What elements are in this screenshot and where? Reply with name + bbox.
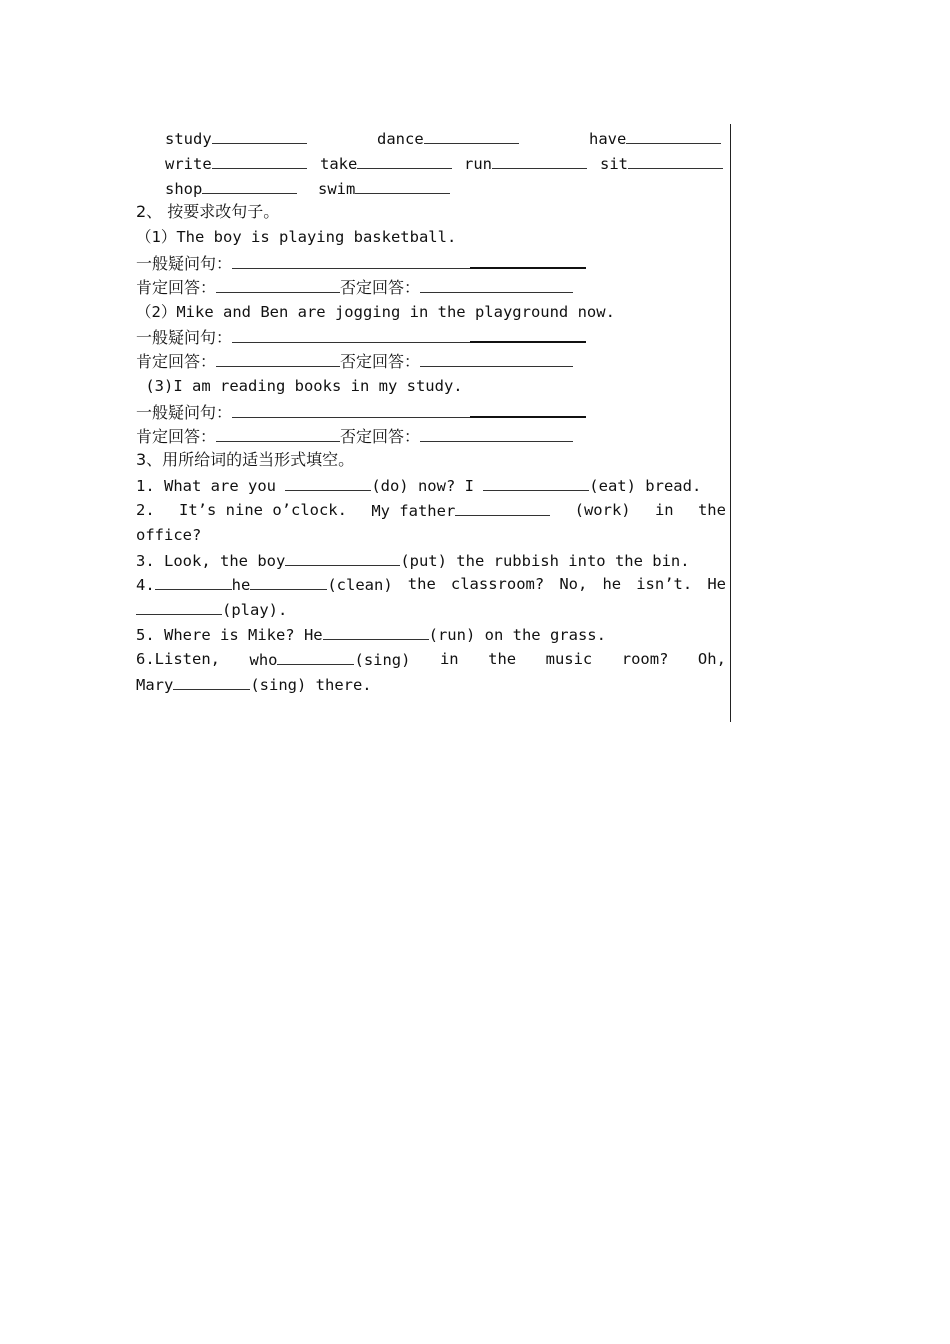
answer-blank[interactable] xyxy=(355,176,450,194)
fill-blank[interactable] xyxy=(455,498,550,516)
question-line: 一般疑问句： xyxy=(136,399,726,424)
fill-question-6: 6.Listen, who (sing) in the music room? Oh, xyxy=(136,647,726,672)
fill-blank[interactable] xyxy=(277,647,354,665)
verb-item: shop xyxy=(165,176,318,201)
section-3-heading: 3、用所给词的适当形式填空。 xyxy=(136,450,355,470)
fill-blank[interactable] xyxy=(323,622,429,640)
question-blank[interactable] xyxy=(232,251,470,269)
sentence-2: （2）Mike and Ben are jogging in the playground now. xyxy=(136,302,615,321)
answer-blank[interactable] xyxy=(628,151,723,169)
fill-blank[interactable] xyxy=(285,548,400,566)
fill-blank[interactable] xyxy=(285,473,371,491)
verb-item: write xyxy=(165,151,320,176)
yes-answer-blank[interactable] xyxy=(216,349,340,367)
fill-question-3: 3. Look, the boy (put) the rubbish into the bin. xyxy=(136,548,726,573)
verb-item: dance xyxy=(377,126,589,151)
question-blank[interactable] xyxy=(470,250,586,269)
fill-blank[interactable] xyxy=(155,572,232,590)
verb-item: sit xyxy=(600,151,723,176)
no-answer-blank[interactable] xyxy=(420,349,573,367)
verb-row-2 xyxy=(136,151,726,176)
yes-answer-blank[interactable] xyxy=(216,275,340,293)
fill-blank[interactable] xyxy=(483,473,589,491)
verb-item: take xyxy=(320,151,464,176)
question-line: 一般疑问句： xyxy=(136,250,726,275)
fill-question-4: 4. he (clean) the classroom? No, he isn’t. He xyxy=(136,572,726,597)
question-blank[interactable] xyxy=(232,325,470,343)
sentence-1: （1）The boy is playing basketball. xyxy=(136,228,457,247)
answer-line: 肯定回答： 否定回答： xyxy=(136,424,726,449)
verb-item: study xyxy=(165,126,377,151)
answer-blank[interactable] xyxy=(202,176,297,194)
verb-row-1 xyxy=(136,126,726,151)
fill-blank[interactable] xyxy=(136,597,222,615)
section-2-heading: 2、 按要求改句子。 xyxy=(136,202,280,222)
question-blank[interactable] xyxy=(232,400,470,418)
answer-blank[interactable] xyxy=(492,151,587,169)
fill-question-2: 2. It’s nine o’clock. My father (work) in the xyxy=(136,498,726,523)
no-answer-blank[interactable] xyxy=(420,424,573,442)
answer-line: 肯定回答： 否定回答： xyxy=(136,349,726,374)
worksheet-content xyxy=(136,126,726,696)
fill-question-5: 5. Where is Mike? He (run) on the grass. xyxy=(136,622,726,647)
question-blank[interactable] xyxy=(470,324,586,343)
question-line: 一般疑问句： xyxy=(136,324,726,349)
fill-blank[interactable] xyxy=(250,572,327,590)
answer-blank[interactable] xyxy=(212,151,307,169)
answer-line: 肯定回答： 否定回答： xyxy=(136,275,726,300)
fill-question-1: 1. What are you (do) now? I (eat) bread. xyxy=(136,473,726,498)
fill-question-2-cont: office? xyxy=(136,525,202,544)
answer-blank[interactable] xyxy=(357,151,452,169)
sentence-3: (3)I am reading books in my study. xyxy=(136,376,463,395)
right-margin-rule xyxy=(730,124,731,722)
verb-item: run xyxy=(464,151,600,176)
question-blank[interactable] xyxy=(470,399,586,418)
verb-row-3 xyxy=(136,176,726,201)
answer-blank[interactable] xyxy=(212,126,307,144)
fill-question-4-cont: (play). xyxy=(136,597,726,622)
answer-blank[interactable] xyxy=(626,126,721,144)
answer-blank[interactable] xyxy=(424,126,519,144)
yes-answer-blank[interactable] xyxy=(216,424,340,442)
fill-question-6-cont: Mary (sing) there. xyxy=(136,672,726,697)
verb-item: swim xyxy=(318,176,450,201)
fill-blank[interactable] xyxy=(173,672,250,690)
verb-item: have xyxy=(589,126,721,151)
no-answer-blank[interactable] xyxy=(420,275,573,293)
